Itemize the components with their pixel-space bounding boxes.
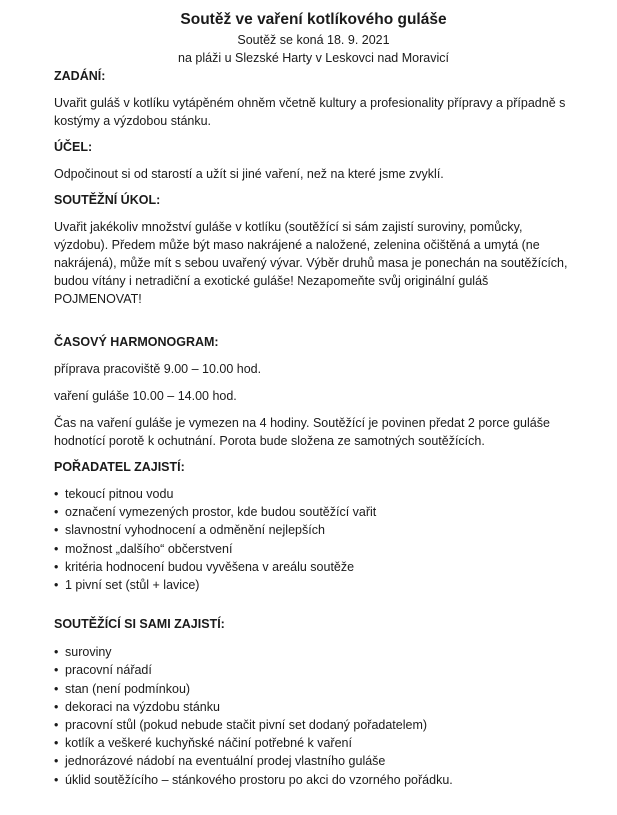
bullet-icon: • <box>54 559 59 574</box>
heading-ukol: SOUTĚŽNÍ ÚKOL: <box>54 193 161 207</box>
bullet-icon: • <box>54 663 59 678</box>
heading-poradatel: POŘADATEL ZAJISTÍ: <box>54 460 185 474</box>
event-date: Soutěž se koná 18. 9. 2021 <box>237 33 390 47</box>
bullet-icon: • <box>54 736 59 751</box>
text-ucel: Odpočinout si od starostí a užít si jiné vaření, než na které jsme zvyklí. <box>54 167 444 181</box>
list-item: • kritéria hodnocení budou vyvěšena v areálu soutěže <box>54 558 577 576</box>
contestant-list <box>54 643 577 789</box>
list-item: • 1 pivní set (stůl + lavice) <box>54 576 577 594</box>
list-item: • označení vymezených prostor, kde budou soutěžící vařit <box>54 503 577 521</box>
heading-ucel: ÚČEL: <box>54 140 93 154</box>
bullet-icon: • <box>54 718 59 733</box>
list-item: • jednorázové nádobí na eventuální prodej vlastního guláše <box>54 752 577 770</box>
bullet-icon: • <box>54 645 59 660</box>
bullet-icon: • <box>54 772 59 787</box>
schedule-cooking: vaření guláše 10.00 – 14.00 hod. <box>54 389 237 403</box>
bullet-icon: • <box>54 505 59 520</box>
bullet-icon: • <box>54 699 59 714</box>
text-ukol: Uvařit jakékoliv množství guláše v kotlíku (soutěžící si sám zajistí suroviny, pomůcky, výzdobu). Předem může být maso nakrájené a naložené, zelenina očištěná a umytá (ne nakrájená), může mít s sebou uvařený vývar. Výběr druhů masa je ponechán na soutěžících, budou vítány i netradiční a exotické guláše! Nezapomeňte svůj originální guláš POJMENOVAT! <box>54 220 568 306</box>
list-item: • stan (není podmínkou) <box>54 680 577 698</box>
document-title: Soutěž ve vaření kotlíkového guláše <box>180 11 447 28</box>
list-item: • pracovní nářadí <box>54 661 577 679</box>
schedule-preparation: příprava pracoviště 9.00 – 10.00 hod. <box>54 362 262 376</box>
event-place: na pláži u Slezské Harty v Leskovci nad Moravicí <box>178 51 449 65</box>
bullet-icon: • <box>54 523 59 538</box>
text-harmonogram: Čas na vaření guláše je vymezen na 4 hodiny. Soutěžící je povinen předat 2 porce guláše hodnotící porotě k ochutnání. Porota bude složena ze samotných soutěžících. <box>54 416 550 448</box>
organizer-list <box>54 485 577 594</box>
heading-soutezici: SOUTĚŽÍCÍ SI SAMI ZAJISTÍ: <box>54 617 225 632</box>
list-item: • pracovní stůl (pokud nebude stačit pivní set dodaný pořadatelem) <box>54 716 577 734</box>
list-item: • slavnostní vyhodnocení a odměnění nejlepších <box>54 521 577 539</box>
bullet-icon: • <box>54 541 59 556</box>
heading-zadani: ZADÁNÍ: <box>54 69 106 83</box>
bullet-icon: • <box>54 487 59 501</box>
heading-harmonogram: ČASOVÝ HARMONOGRAM: <box>54 335 219 349</box>
list-item: • suroviny <box>54 643 577 661</box>
text-zadani: Uvařit guláš v kotlíku vytápěném ohněm včetně kultury a profesionality přípravy a případně s kostýmy a výzdobou stánku. <box>54 96 566 128</box>
bullet-icon: • <box>54 754 59 769</box>
list-item: • kotlík a veškeré kuchyňské náčiní potřebné k vaření <box>54 734 577 752</box>
list-item: • úklid soutěžícího – stánkového prostoru po akci do vzorného pořádku. <box>54 771 577 789</box>
bullet-icon: • <box>54 681 59 696</box>
list-item: • tekoucí pitnou vodu <box>54 485 577 503</box>
list-item: • možnost „dalšího“ občerstvení <box>54 540 577 558</box>
bullet-icon: • <box>54 578 59 593</box>
list-item: • dekoraci na výzdobu stánku <box>54 698 577 716</box>
